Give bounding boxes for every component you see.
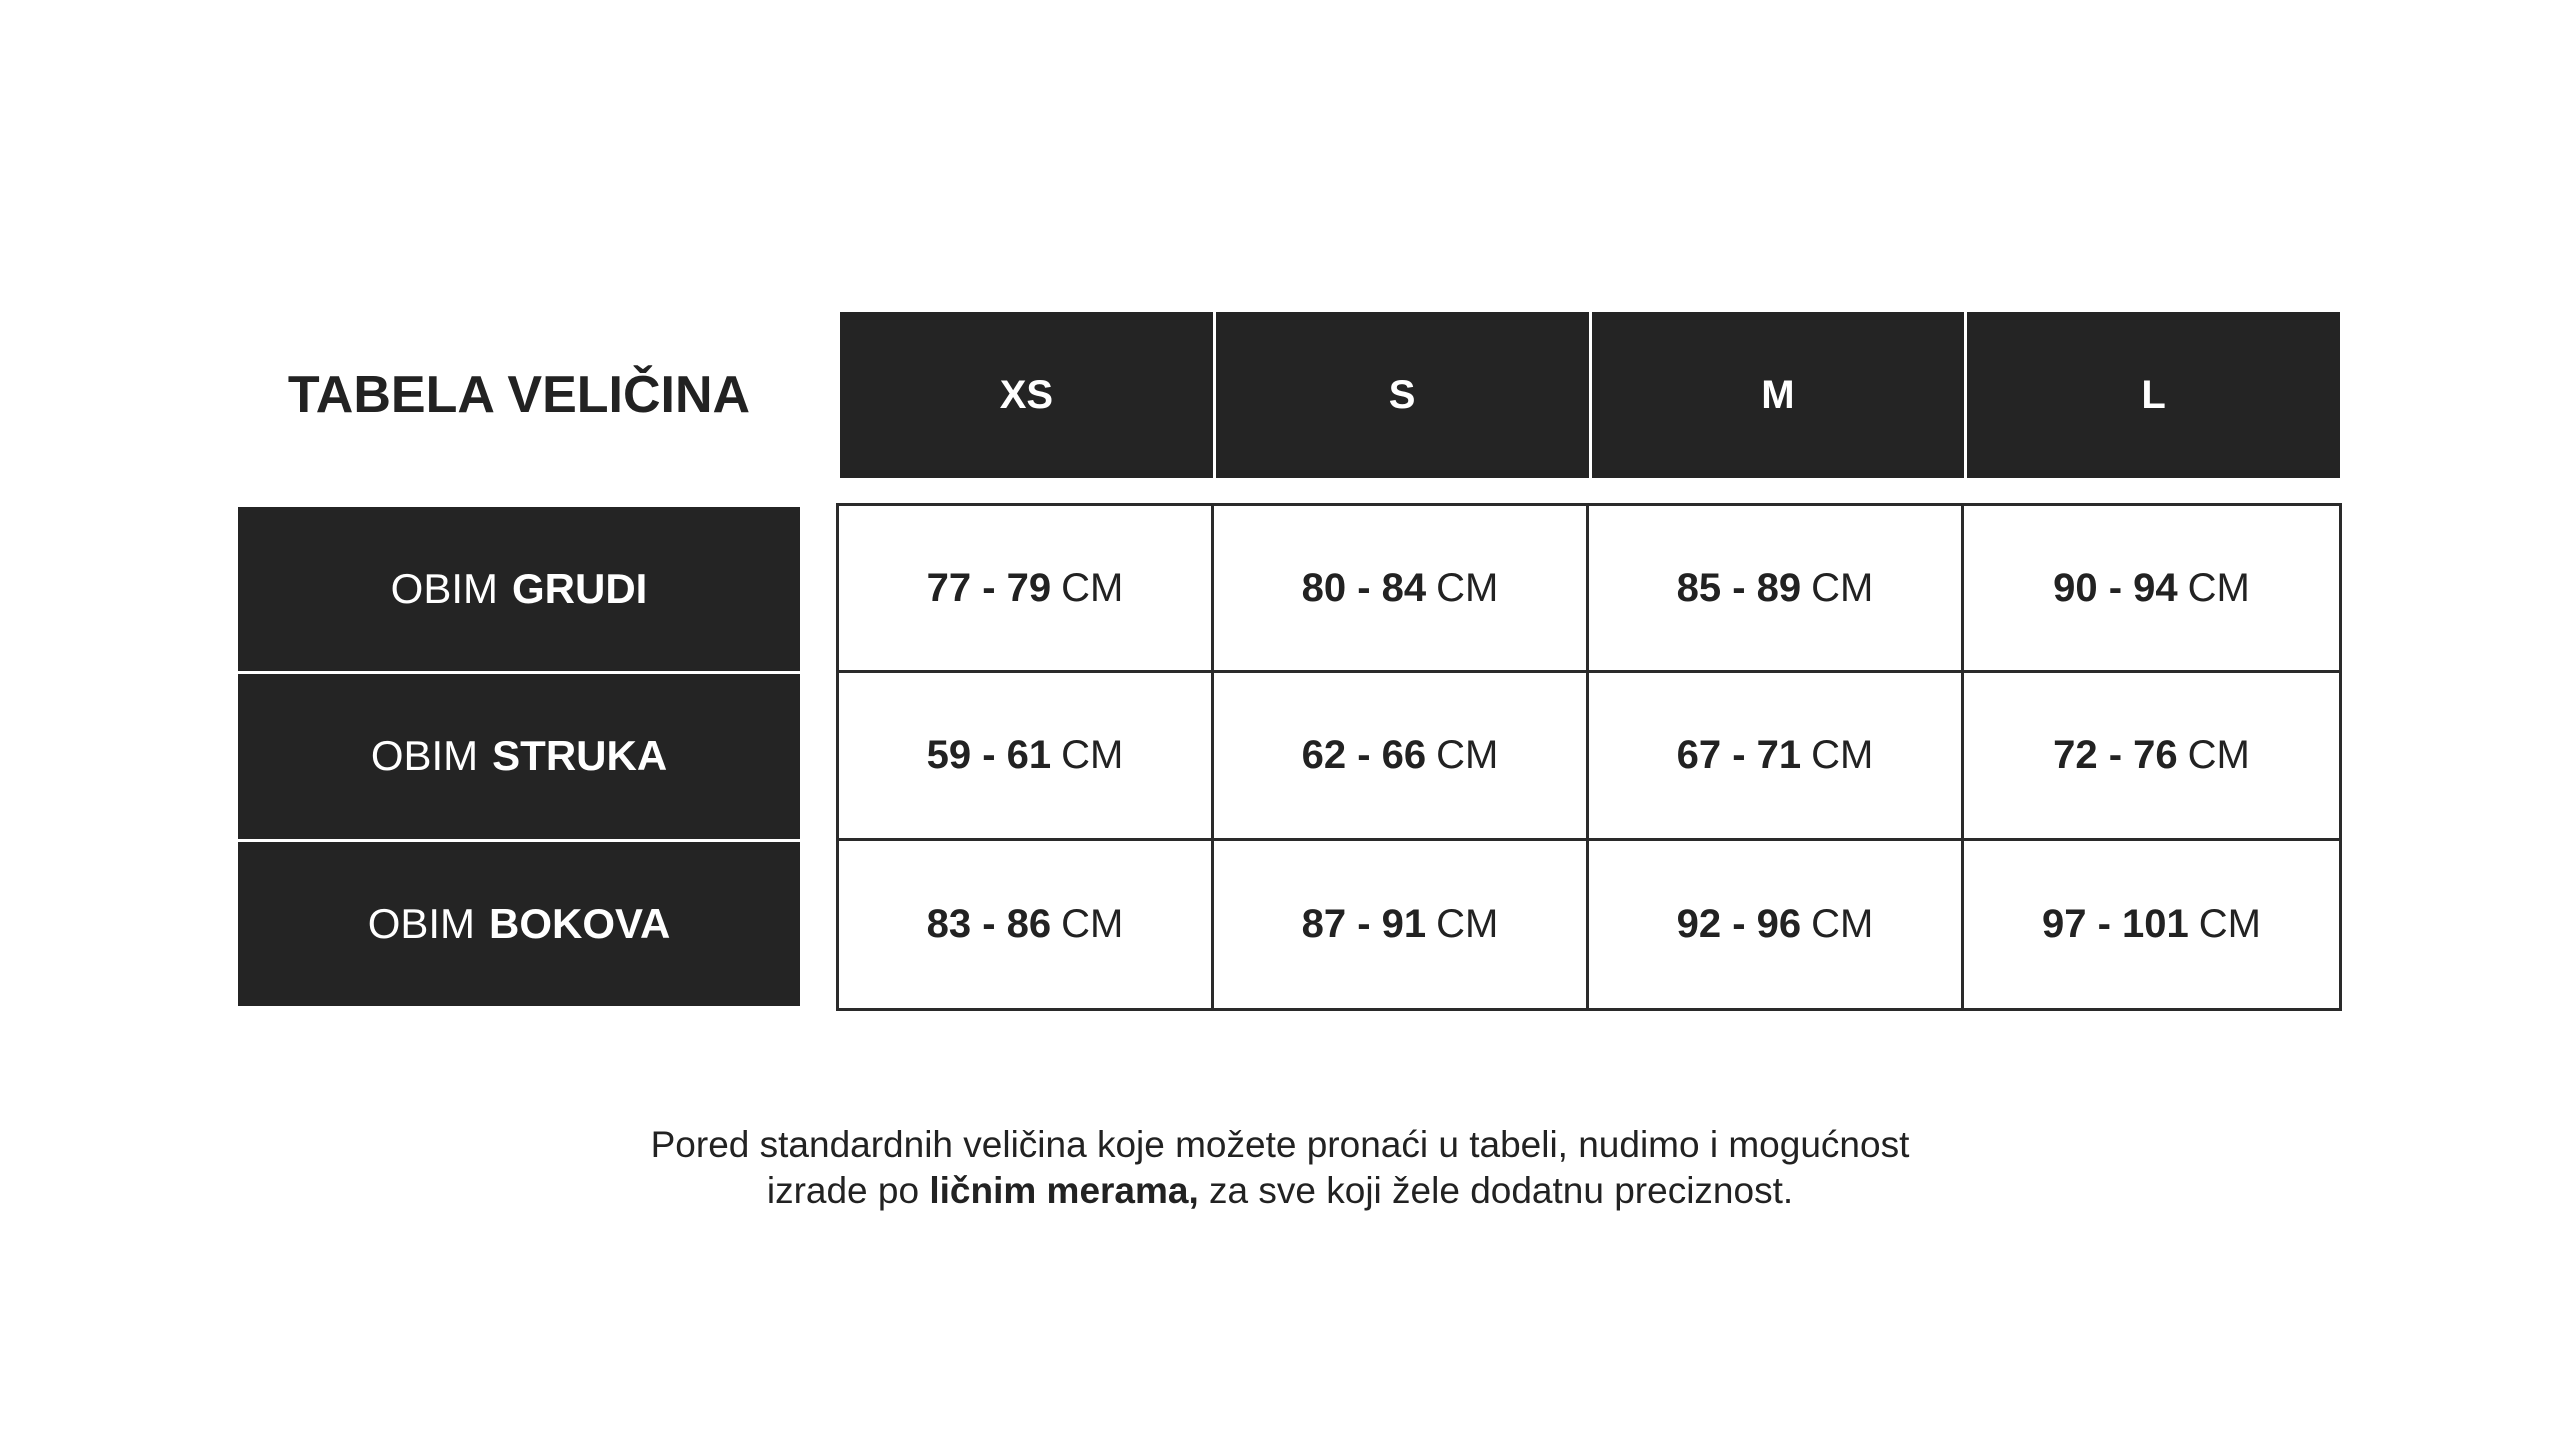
value-range: 97 - 101 (2042, 901, 2189, 946)
size-header-row (840, 312, 2340, 478)
value-unit: CM (2187, 565, 2250, 610)
row-label-grudi (238, 507, 800, 671)
value-cell (1214, 506, 1589, 673)
value-range: 72 - 76 (2053, 732, 2178, 777)
row-label-name: GRUDI (512, 565, 648, 613)
size-values-table (836, 503, 2342, 1011)
size-header-l: L (1967, 312, 2340, 478)
row-label-prefix: OBIM (390, 565, 498, 613)
value-unit: CM (1061, 901, 1124, 946)
measurement-labels (238, 507, 800, 1006)
value-unit: CM (1811, 732, 1874, 777)
value-cell (839, 841, 1214, 1008)
value-cell (1964, 673, 2339, 840)
row-label-name: BOKOVA (489, 899, 671, 947)
value-cell (839, 506, 1214, 673)
value-unit: CM (1436, 565, 1499, 610)
value-range: 67 - 71 (1676, 732, 1802, 777)
value-range: 80 - 84 (1301, 565, 1427, 610)
size-header-m: M (1592, 312, 1965, 478)
value-range: 87 - 91 (1301, 901, 1427, 946)
value-unit: CM (1061, 732, 1124, 777)
value-unit: CM (2198, 901, 2261, 946)
value-unit: CM (1811, 901, 1874, 946)
row-label-struka (238, 674, 800, 838)
value-cell (1214, 841, 1589, 1008)
size-header-xs: XS (840, 312, 1213, 478)
value-unit: CM (1061, 565, 1124, 610)
value-cell (1589, 506, 1964, 673)
row-label-bokova (238, 842, 800, 1006)
value-cell (1589, 841, 1964, 1008)
footnote-emphasis: ličnim merama, (929, 1170, 1199, 1211)
footnote-text: izrade po (766, 1170, 930, 1211)
value-range: 90 - 94 (2053, 565, 2178, 610)
page-title: TABELA VELIČINA (287, 366, 751, 424)
value-range: 62 - 66 (1301, 732, 1427, 777)
value-range: 92 - 96 (1676, 901, 1802, 946)
size-header-s: S (1216, 312, 1589, 478)
value-unit: CM (1811, 565, 1874, 610)
value-range: 59 - 61 (926, 732, 1052, 777)
row-label-name: STRUKA (492, 732, 668, 780)
row-label-prefix: OBIM (370, 732, 479, 780)
footnote-line-2 (380, 1168, 2180, 1214)
footnote-line-1: Pored standardnih veličina koje možete pronaći u tabeli, nudimo i mogućnost (650, 1124, 1910, 1165)
value-unit: CM (1436, 901, 1499, 946)
value-cell (839, 673, 1214, 840)
value-cell (1964, 506, 2339, 673)
row-label-prefix: OBIM (367, 899, 476, 947)
value-cell (1589, 673, 1964, 840)
value-cell (1964, 841, 2339, 1008)
value-range: 77 - 79 (926, 565, 1052, 610)
footnote-text: za sve koji žele dodatnu preciznost. (1198, 1170, 1794, 1211)
value-range: 83 - 86 (926, 901, 1052, 946)
footnote (380, 1122, 2180, 1214)
value-range: 85 - 89 (1676, 565, 1802, 610)
value-cell (1214, 673, 1589, 840)
value-unit: CM (1436, 732, 1499, 777)
value-unit: CM (2187, 732, 2250, 777)
